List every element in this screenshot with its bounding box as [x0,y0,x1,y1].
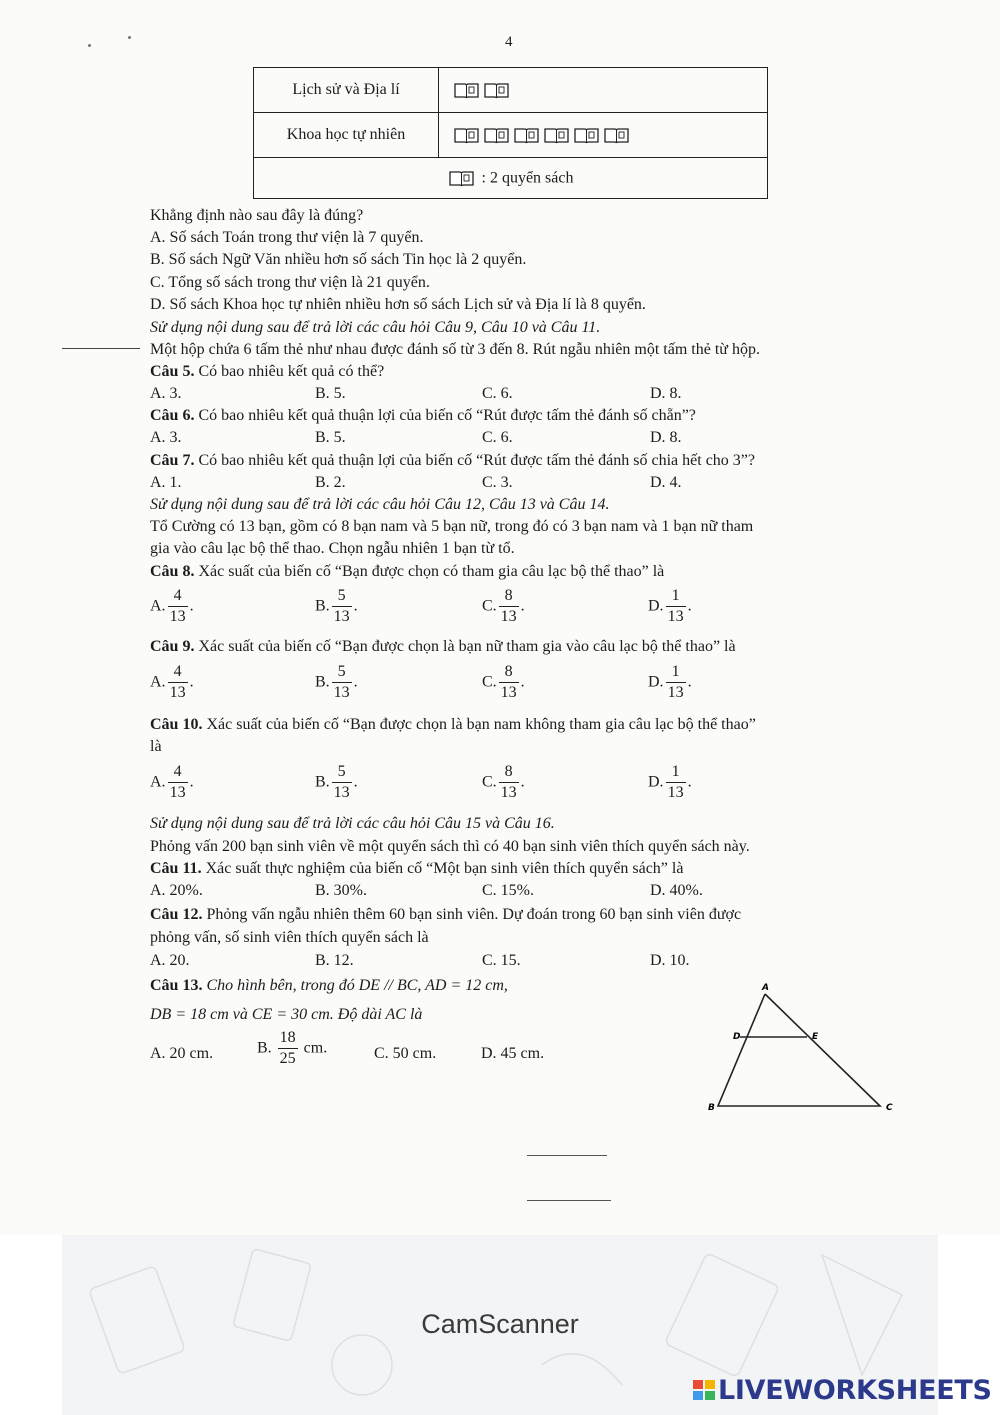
option-label: A. [150,673,166,691]
option-d [648,662,692,703]
option-label: B. [315,597,330,615]
fraction [332,762,352,803]
numerator: 4 [173,763,182,780]
question-text: Có bao nhiêu kết quả thuận lợi của biến cố “Rút được tấm thẻ đánh số chẵn”? [194,407,696,424]
question-text: Có bao nhiêu kết quả có thể? [194,363,385,380]
option-b [257,1028,327,1069]
fraction [666,762,686,803]
option-c: C. 50 cm. [374,1045,437,1062]
option-b: B. 12. [315,952,354,969]
numerator: 4 [173,663,182,680]
denominator: 13 [500,684,517,701]
option-b: B. 2. [315,474,346,491]
question-8 [150,561,664,583]
option-d [648,586,692,627]
section-instruction: Sử dụng nội dung sau để trả lời các câu hỏi Câu 12, Câu 13 và Câu 14. [150,496,610,513]
option-c: C. Tổng số sách trong thư viện là 21 quyển. [150,274,430,291]
option-label: D. [648,773,664,791]
period: . [353,773,358,791]
option-c: C. 6. [482,385,513,402]
question-11 [150,858,683,880]
question-text: Phỏng vấn ngẫu nhiên thêm 60 bạn sinh viên. Dự đoán trong 60 bạn sinh viên được [202,906,742,923]
margin-mark [62,348,140,349]
option-c: C. 6. [482,429,513,446]
section-context: gia vào câu lạc bộ thể thao. Chọn ngẫu nhiên 1 bạn từ tổ. [150,540,515,557]
question-label: Câu 5. [150,363,195,380]
option-b [315,762,358,803]
option-c [482,762,525,803]
vertex-label: B [708,1103,715,1113]
option-b: B. 30%. [315,882,367,899]
period: . [353,597,358,615]
pictograph-row [254,113,768,158]
option-c: C. 15. [482,952,521,969]
book-icon [543,126,570,144]
option-c: C. 15%. [482,882,534,899]
section-instruction: Sử dụng nội dung sau để trả lời các câu hỏi Câu 15 và Câu 16. [150,815,555,832]
denominator: 13 [169,608,186,625]
vertex-label: E [812,1032,819,1042]
period: . [520,773,525,791]
question-13 [150,975,508,997]
denominator: 13 [333,608,350,625]
option-c [482,586,525,627]
fraction [278,1028,298,1069]
end-divider [527,1155,607,1156]
option-b [315,586,358,627]
option-d: D. 8. [650,429,682,446]
numerator: 1 [671,763,680,780]
numerator: 4 [173,587,182,604]
numerator: 1 [671,587,680,604]
question-10 [150,714,756,736]
option-a: A. 1. [150,474,182,491]
period: . [189,597,194,615]
question-text: Có bao nhiêu kết quả thuận lợi của biến cố “Rút được tấm thẻ đánh số chia hết cho 3”? [194,452,755,469]
denominator: 13 [333,684,350,701]
page-number: 4 [505,34,513,50]
liveworksheets-text: LIVEWORKSHEETS [718,1375,992,1406]
legend-cell [254,158,768,199]
option-label: A. [150,773,166,791]
denominator: 13 [169,784,186,801]
question-label: Câu 8. [150,563,195,580]
period: . [687,773,692,791]
pictograph-row [254,68,768,113]
denominator: 13 [500,608,517,625]
denominator: 13 [169,684,186,701]
question-text: Xác suất của biến cố “Bạn được chọn là bạn nữ tham gia vào câu lạc bộ thể thao” là [194,638,736,655]
fraction [666,662,686,703]
question-6 [150,405,696,427]
vertex-label: C [886,1103,893,1113]
question-text: Xác suất của biến cố “Bạn được chọn có tham gia câu lạc bộ thể thao” là [194,563,665,580]
denominator: 13 [667,784,684,801]
fraction [499,762,519,803]
numerator: 1 [671,663,680,680]
option-label: C. [482,597,497,615]
numerator: 5 [337,663,346,680]
option-b [315,662,358,703]
option-d: D. Số sách Khoa học tự nhiên nhiều hơn số sách Lịch sử và Địa lí là 8 quyển. [150,296,646,313]
period: . [687,673,692,691]
option-a: A. Số sách Toán trong thư viện là 7 quyển. [150,229,424,246]
option-a [150,762,194,803]
question-label: Câu 11. [150,860,202,877]
pictograph-table [253,67,768,199]
book-icons-cell [439,113,768,158]
option-d: D. 10. [650,952,690,969]
period: . [353,673,358,691]
numerator: 5 [337,587,346,604]
question-9 [150,636,736,658]
option-d [648,762,692,803]
numerator: 5 [337,763,346,780]
option-c [482,662,525,703]
fraction [332,586,352,627]
fraction [168,662,188,703]
section-context: Tổ Cường có 13 bạn, gồm có 8 bạn nam và 5 bạn nữ, trong đó có 3 bạn nam và 1 bạn nữ tham [150,518,754,535]
period: . [520,597,525,615]
book-icon [513,126,540,144]
numerator: 8 [504,587,513,604]
option-a [150,586,194,627]
liveworksheets-logo[interactable] [692,1375,992,1409]
book-icon [483,81,510,99]
option-a: A. 3. [150,429,182,446]
scan-speck [128,36,131,39]
fraction [168,586,188,627]
denominator: 25 [279,1050,296,1067]
unit: cm. [303,1039,328,1057]
question-intro: Khẳng định nào sau đây là đúng? [150,207,364,224]
fraction [168,762,188,803]
legend-text: : 2 quyển sách [481,169,574,187]
question-5 [150,361,384,383]
book-icon [483,126,510,144]
book-icon [448,169,475,187]
denominator: 13 [667,608,684,625]
triangle-abc [718,994,880,1106]
option-label: A. [150,597,166,615]
question-text-cont: là [150,738,162,755]
denominator: 13 [667,684,684,701]
book-icons-cell [439,68,768,113]
question-label: Câu 6. [150,407,195,424]
option-a: A. 20%. [150,882,203,899]
option-b: B. 5. [315,385,346,402]
option-a: A. 3. [150,385,182,402]
triangle-figure [700,980,900,1115]
fraction [332,662,352,703]
question-label: Câu 13. [150,977,203,994]
option-label: B. [257,1039,272,1057]
option-label: B. [315,673,330,691]
end-divider [527,1200,611,1201]
period: . [189,773,194,791]
question-label: Câu 12. [150,906,203,923]
question-text-cont: DB = 18 cm và CE = 30 cm. Độ dài AC là [150,1006,423,1023]
camscanner-watermark: CamScanner [421,1309,579,1339]
section-context: Phỏng vấn 200 bạn sinh viên về một quyển sách thì có 40 bạn sinh viên thích quyển sách này. [150,838,750,855]
option-b: B. Số sách Ngữ Văn nhiều hơn số sách Tin học là 2 quyển. [150,251,527,268]
book-icon [453,126,480,144]
denominator: 13 [500,784,517,801]
question-text: Xác suất thực nghiệm của biến cố “Một bạn sinh viên thích quyển sách” là [201,860,684,877]
liveworksheets-icon [692,1378,716,1402]
fraction [499,662,519,703]
denominator: 13 [333,784,350,801]
option-b: B. 5. [315,429,346,446]
period: . [687,597,692,615]
question-label: Câu 9. [150,638,195,655]
option-label: B. [315,773,330,791]
subject-cell: Lịch sử và Địa lí [254,68,439,113]
option-label: C. [482,673,497,691]
option-label: C. [482,773,497,791]
numerator: 8 [504,763,513,780]
numerator: 8 [504,663,513,680]
scan-speck [88,44,91,47]
option-d: D. 40%. [650,882,703,899]
section-instruction: Sử dụng nội dung sau để trả lời các câu hỏi Câu 9, Câu 10 và Câu 11. [150,319,601,336]
option-d: D. 45 cm. [481,1045,545,1062]
option-label: D. [648,597,664,615]
pictograph-legend-row [254,158,768,199]
question-7 [150,450,755,472]
option-a [150,662,194,703]
book-icon [453,81,480,99]
option-a: A. 20. [150,952,190,969]
option-d: D. 8. [650,385,682,402]
vertex-label: D [733,1032,741,1042]
numerator: 18 [279,1029,296,1046]
option-a: A. 20 cm. [150,1045,214,1062]
option-c: C. 3. [482,474,513,491]
period: . [189,673,194,691]
question-text: Xác suất của biến cố “Bạn được chọn là bạn nam không tham gia câu lạc bộ thể thao” [202,716,756,733]
option-label: D. [648,673,664,691]
fraction [499,586,519,627]
question-label: Câu 10. [150,716,203,733]
option-d: D. 4. [650,474,682,491]
vertex-label: A [762,983,769,993]
question-12 [150,904,741,926]
question-text-cont: phỏng vấn, số sinh viên thích quyển sách là [150,929,429,946]
fraction [666,586,686,627]
book-icon [603,126,630,144]
book-icon [573,126,600,144]
question-label: Câu 7. [150,452,195,469]
question-text: Cho hình bên, trong đó DE // BC, AD = 12 cm, [202,977,508,994]
subject-cell: Khoa học tự nhiên [254,113,439,158]
section-context: Một hộp chứa 6 tấm thẻ như nhau được đánh số từ 3 đến 8. Rút ngẫu nhiên một tấm thẻ từ hộp. [150,341,760,358]
period: . [520,673,525,691]
